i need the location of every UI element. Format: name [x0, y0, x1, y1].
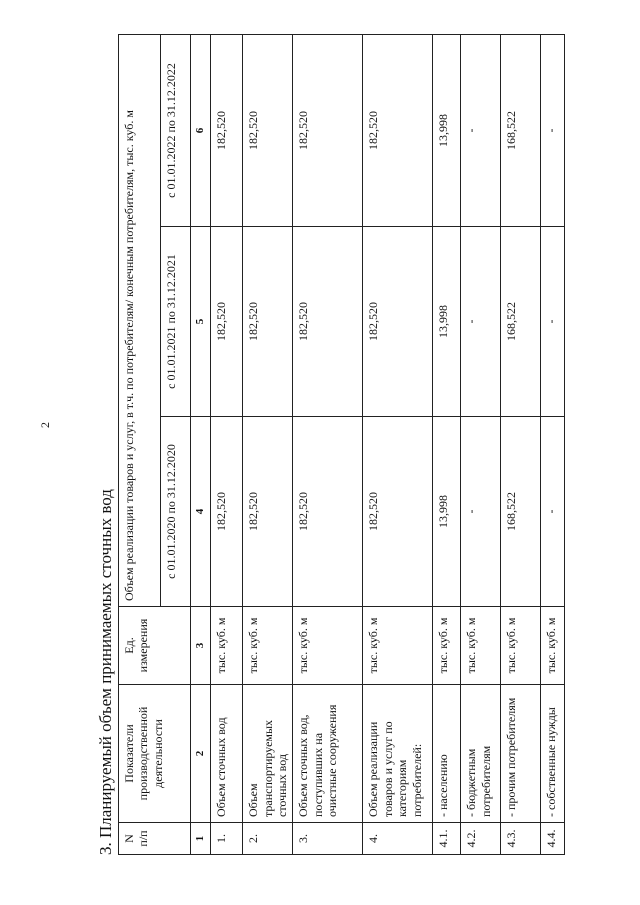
table-row — [541, 34, 565, 854]
value-2020: 182,520 — [293, 417, 363, 607]
row-indicator: Объем реализации товаров и услуг по категориям потребителей: — [363, 685, 433, 823]
value-2020: - — [461, 417, 501, 607]
column-number: 1 — [191, 823, 211, 855]
header-unit: Ед. измерения — [119, 607, 191, 685]
value-2021: - — [541, 227, 565, 417]
page-number: 2 — [38, 422, 52, 428]
column-number: 3 — [191, 607, 211, 685]
header-period-2021: с 01.01.2021 по 31.12.2021 — [161, 227, 191, 417]
value-2021: - — [461, 227, 501, 417]
value-2020: 168,522 — [501, 417, 541, 607]
header-num: N п/п — [119, 823, 191, 855]
row-indicator: - бюджетным потребителям — [461, 685, 501, 823]
column-number: 5 — [191, 227, 211, 417]
row-number: 1. — [211, 823, 243, 855]
value-2022: - — [461, 34, 501, 226]
row-indicator: Объем транспортируемых сточных вод — [243, 685, 293, 823]
row-number: 4.1. — [433, 823, 461, 855]
row-unit: тыс. куб. м — [501, 607, 541, 685]
value-2022: 182,520 — [243, 34, 293, 226]
row-number: 4. — [363, 823, 433, 855]
value-2021: 182,520 — [363, 227, 433, 417]
table-row — [363, 34, 433, 854]
value-2021: 168,522 — [501, 227, 541, 417]
row-indicator: - населению — [433, 685, 461, 823]
value-2022: 182,520 — [363, 34, 433, 226]
header-period-2022: с 01.01.2022 по 31.12.2022 — [161, 34, 191, 226]
header-volume: Объем реализации товаров и услуг, в т.ч. по потребителям/ конечным потребителям, тыс. куб. м — [119, 34, 161, 606]
value-2021: 182,520 — [293, 227, 363, 417]
row-indicator: Объем сточных вод — [211, 685, 243, 823]
row-number: 4.4. — [541, 823, 565, 855]
value-2020: - — [541, 417, 565, 607]
value-2020: 182,520 — [211, 417, 243, 607]
value-2022: 13,998 — [433, 34, 461, 226]
value-2021: 13,998 — [433, 227, 461, 417]
value-2022: 182,520 — [293, 34, 363, 226]
table-row — [293, 34, 363, 854]
table-row — [461, 34, 501, 854]
row-number: 4.3. — [501, 823, 541, 855]
row-unit: тыс. куб. м — [211, 607, 243, 685]
value-2021: 182,520 — [211, 227, 243, 417]
table-row — [211, 34, 243, 854]
table-row — [243, 34, 293, 854]
value-2020: 13,998 — [433, 417, 461, 607]
value-2022: 182,520 — [211, 34, 243, 226]
row-unit: тыс. куб. м — [243, 607, 293, 685]
value-2022: 168,522 — [501, 34, 541, 226]
row-number: 3. — [293, 823, 363, 855]
row-unit: тыс. куб. м — [293, 607, 363, 685]
row-indicator: Объем сточных вод, поступивших на очистные сооружения — [293, 685, 363, 823]
value-2020: 182,520 — [363, 417, 433, 607]
row-number: 2. — [243, 823, 293, 855]
header-indicator: Показатели производственной деятельности — [119, 685, 191, 823]
row-unit: тыс. куб. м — [461, 607, 501, 685]
section-title: 3. Планируемый объем принимаемых сточных вод — [96, 489, 115, 855]
row-indicator: - собственные нужды — [541, 685, 565, 823]
row-number: 4.2. — [461, 823, 501, 855]
column-number: 6 — [191, 34, 211, 226]
header-period-2020: с 01.01.2020 по 31.12.2020 — [161, 417, 191, 607]
table-row — [433, 34, 461, 854]
row-unit: тыс. куб. м — [363, 607, 433, 685]
column-number: 4 — [191, 417, 211, 607]
column-number: 2 — [191, 685, 211, 823]
value-2022: - — [541, 34, 565, 226]
row-unit: тыс. куб. м — [541, 607, 565, 685]
value-2021: 182,520 — [243, 227, 293, 417]
rotated-content — [90, 63, 640, 875]
table-row — [501, 34, 541, 854]
column-number-row — [191, 34, 211, 854]
wastewater-volume-table — [118, 34, 565, 855]
value-2020: 182,520 — [243, 417, 293, 607]
row-indicator: - прочим потребителям — [501, 685, 541, 823]
row-unit: тыс. куб. м — [433, 607, 461, 685]
